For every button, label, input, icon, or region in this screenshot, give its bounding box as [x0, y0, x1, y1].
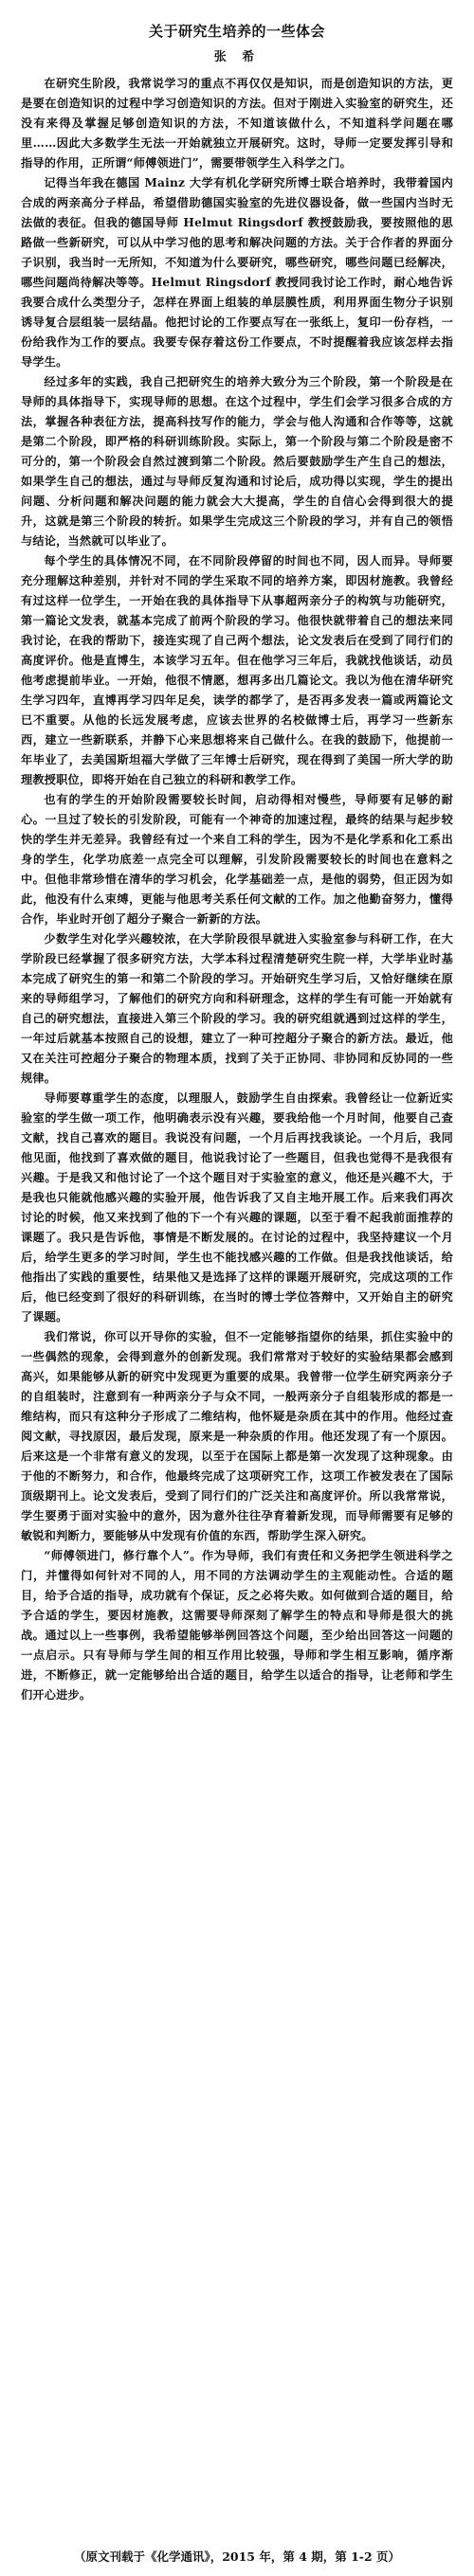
paragraph-5: 也有的学生的开始阶段需要较长时间，启动得相对慢些，导师要有足够的耐心。一旦过了较长的引发阶段，可能有一个神奇的加速过程，最终的结果与起步较快的学生并无差异。我曾经有过一个来自工科的学生，因为不是化学系和化工系出身的学生，化学功底差一点完全可以理解，引发阶段需要较长的时间也在意料之中。但他非常珍惜在清华的学习机会，化学基础差一点，是他的弱势，但正因为如此，他没有什么束缚，更能与他思考关系任何文献的工作。加之他勤奋努力，懂得合作，毕业时开创了超分子聚合一新新的方法。	[21, 793, 453, 926]
paragraph-7: 导师要尊重学生的态度，以理服人，鼓励学生自由探索。我曾经让一位新近实验室的学生做一项工作，他明确表示没有兴趣，要我给他一个月时间，他要自己查文献，找自己喜欢的题目。我说没有问题，一个月后再找我谈论。一个月后，我同他见面，他找到了喜欢做的题目，他说我讨论了一些题目，但我也觉得不是我很有兴趣。于是我又和他讨论了一个这个题目对于实验室的意义，他还是兴趣不大，于是我也只能就他感兴趣的实验开展，他告诉我了又自主地开展工作。后来我们再次讨论的时候，他又来找到了他的下一个有兴趣的课题，以至于看不起我前面推荐的课题了。我只是告诉他，事情是不断发展的。在讨论的过程中，我坚持建议一个月后，给学生更多的学习时间，学生也不能找感兴趣的工作做。但是我找他谈话，给他指出了实践的重要性，结果他又是选择了这样的课题开展研究，完成这项的工作后，他已经变到了很好的科研训练，在当时的博士学位答辩中，又开始自主的研究了课题。	[21, 1091, 453, 1324]
paragraph-4: 每个学生的具体情况不同，在不同阶段停留的时间也不同，因人而异。导师要充分理解这种差别，并针对不同的学生采取不同的培养方案，即因材施教。我曾经有过这样一位学生，一开始在我的具体指导下从事超两亲分子的构筑与功能研究，第一篇论文发表，就基本完成了前两个阶段的学习。他很快就带着自己的想法来同我讨论，在我的帮助下，接连实现了自己两个想法，论文发表后在受到了同行们的高度评价。他是直博生，本该学习五年。但在他学习三年后，我就找他谈话，动员他考虑提前毕业。一开始，他很不情愿，想再多出几篇论文。我以为他在清华研究生学习四年，直博再学习四年足矣，读学的都学了，是否再多发表一篇或两篇论文已不重要。从他的长远发展考虑，应该去世界的名校做博士后，再学习一些新东西，建立一些新联系，并静下心来思想将来自己做什么。在我的鼓励下，他提前一年毕业了，去美国斯坦福大学做了三年博士后研究，现在得到了美国一所大学的助理教授职位，即将开始在自己独立的科研和教学工作。	[21, 554, 453, 786]
paragraph-1: 在研究生阶段，我常说学习的重点不再仅仅是知识，而是创造知识的方法，更是要在创造知识的过程中学习创造知识的方法。但对于刚进入实验室的研究生，还没有来得及掌握足够创造知识的方法，不知道该做什么，不知道科学问题在哪里……因此大多数学生无法一开始就独立开展研究。这时，导师一定要发挥引导和指导的作用，正所谓“师傅领进门”，需要带领学生入科学之门。	[21, 77, 453, 170]
paragraph-8: 我们常说，你可以开导你的实验，但不一定能够指望你的结果，抓住实验中的一些偶然的现象，会得到意外的创新发现。我们常常对于较好的实验结果都会感到高兴，如果能够从新的研究中发现更为重要的成果。我曾带一位学生研究两亲分子的自组装时，注意到有一种两亲分子与众不同，一般两亲分子自组装形成的都是一维结构，而只有这种分子形成了二维结构，他怀疑是杂质在其中的作用。他经过查阅文献，寻找原因，最后发现，原来是一种杂质的作用。他还发现了有一个原因。后来这是一个非常有意义的发现，以至于在国际上都是第一次发现了这种现象。由于他的不断努力，和合作，他最终完成了这项研究工作，这项工作被发表在了国际顶级期刊上。论文发表后，受到了同行们的广泛关注和高度评价。所以我常常说，学生要勇于面对实验中的意外，因为意外往往孕育着新发现，而导师需要有足够的敏锐和判断力，要能够从中发现有价值的东西，帮助学生深入研究。	[21, 1330, 453, 1542]
source-citation: （原文刊载于《化学通讯》，2015 年，第 4 期，第 1-2 页）	[73, 2549, 401, 2564]
article-title: 关于研究生培养的一些体会	[148, 23, 325, 40]
paragraph-3: 经过多年的实践，我自己把研究生的培养大致分为三个阶段，第一个阶段是在导师的具体指导下，实现导师的思想。在这个过程中，学生们会学习很多合成的方法，掌握各种表征方法，提高科技写作的能力，学会与他人沟通和合作等等，这就是第二个阶段，即严格的科研训练阶段。实际上，第一个阶段与第二个阶段是密不可分的，第一个阶段会自然过渡到第二个阶段。然后要鼓励学生产生自己的想法，如果学生自己的想法，通过与导师反复沟通和讨论后，成功得以实现，学生的提出问题、分析问题和解决问题的能力就会大大提高，学生的自信心会得到很大的提升，这就是第三个阶段的转折。如果学生完成这三个阶段的学习，并有自己的领悟与结论，当然就可以毕业了。	[21, 375, 453, 548]
paragraph-9: “师傅领进门，修行靠个人”。作为导师，我们有责任和义务把学生领进科学之门，并懂得如何针对不同的人，用不同的方法调动学生的主观能动性。合适的题目，给予合适的指导，成功就有个保证，反之必将失败。如何做到合适的题目，给予合适的学生，要因材施教，这需要导师深刻了解学生的特点和导师是很大的挑战。通过以上一些事例，我希望能够举例回答这个问题，至少给出回答这一问题的一点启示。只有导师与学生间的相互作用比较强，导师和学生相互影响，循序渐进，不断修正，就一定能够给出合适的题目，给学生以适合的指导，让老师和学生们开心进步。	[21, 1549, 453, 1702]
paragraph-6: 少数学生对化学兴趣较浓，在大学阶段很早就进入实验室参与科研工作，在大学阶段已经掌握了很多研究方法，大学本科过程清楚研究生院一样，大学毕业时基本完成了研究生的第一和第二个阶段的学习。开始研究生学习后，又恰好继续在原来的导师组学习，了解他们的研究方向和科研理念，这样的学生有可能一开始就有自己的研究想法，直接进入第三个阶段的学习。我的研究组就遇到过这样的学生，一年过后就基本按照自己的设想，建立了一种可控超分子聚合的新方法。最近，他又在关注可控超分子聚合的物理本质，找到了关于正协同、非协同和反协同的一些规律。	[21, 932, 453, 1085]
paragraph-2: 记得当年我在德国 Mainz 大学有机化学研究所博士联合培养时，我带着国内合成的两亲高分子样品，希望借助德国实验室的先进仪器设备，做一些国内当时无法做的表征。但我的德国导师 Helmut Ringsdorf 教授鼓励我，要按照他的思路做一些新研究，可以从中学习他的思考和解决问题的方法。关于合作者的界面分子识别，我当时一无所知，不知道为什么要研究，哪些研究，哪些问题已经解决，哪些问题尚待解决等等。Helmut Ringsdorf 教授同我讨论工作时，耐心地告诉我要合成什么类型分子，怎样在界面上组装的单层膜性质，利用界面生物分子识别诱导复合层组装一层结晶。他把讨论的工作要点写在一张纸上，复印一份存档，一份给我作为工作的要点。我要专保存着这份工作要点，不时提醒着我应该怎样去指导学生。	[21, 176, 453, 369]
article-author: 张 希	[213, 50, 261, 64]
article-body	[21, 74, 453, 1705]
